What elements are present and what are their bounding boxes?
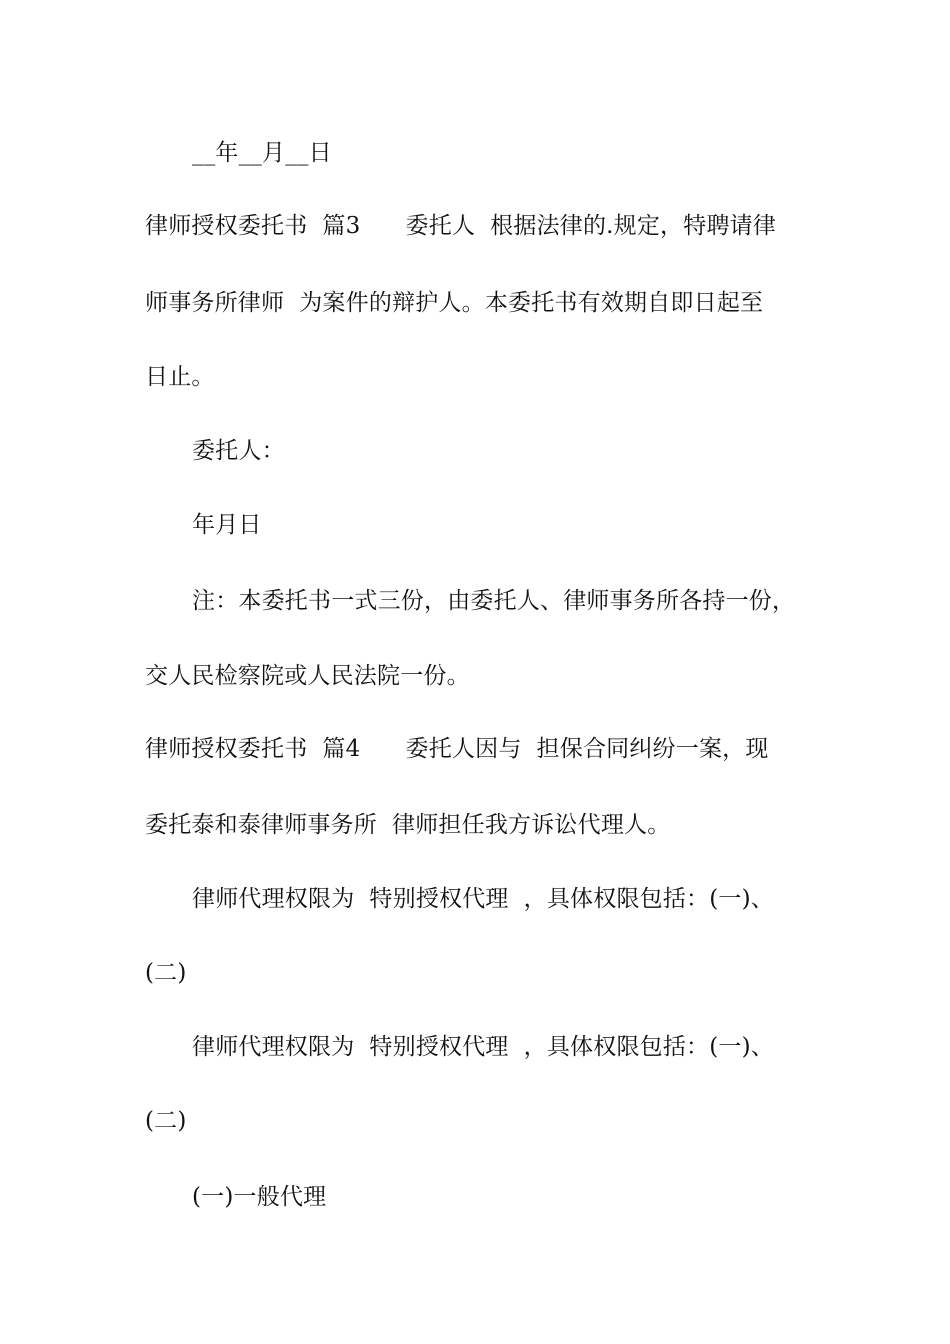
note-line: 注：本委托书一式三份，由委托人、律师事务所各持一份，	[192, 588, 796, 614]
note-line: 交人民检察院或人民法院一份。	[145, 663, 470, 689]
date-line: __年__月__日	[192, 140, 332, 166]
authority-line: (二)	[145, 960, 187, 986]
authority-line: 律师代理权限为 特别授权代理 ，具体权限包括：(一)、	[192, 886, 774, 912]
paragraph-line: 律师授权委托书 篇3 委托人 根据法律的.规定，特聘请律	[145, 213, 777, 239]
paragraph-line: 委托泰和泰律师事务所 律师担任我方诉讼代理人。	[145, 812, 671, 838]
authority-line: 律师代理权限为 特别授权代理 ，具体权限包括：(一)、	[192, 1034, 774, 1060]
paragraph-line: 师事务所律师 为案件的辩护人。本委托书有效期自即日起至	[145, 290, 764, 316]
paragraph-line: 律师授权委托书 篇4 委托人因与 担保合同纠纷一案，现	[145, 736, 769, 762]
date-label: 年月日	[192, 512, 262, 538]
signature-label: 委托人：	[192, 438, 285, 464]
paragraph-line: 日止。	[145, 364, 215, 390]
section-heading: (一)一般代理	[192, 1184, 327, 1210]
authority-line: (二)	[145, 1108, 187, 1134]
